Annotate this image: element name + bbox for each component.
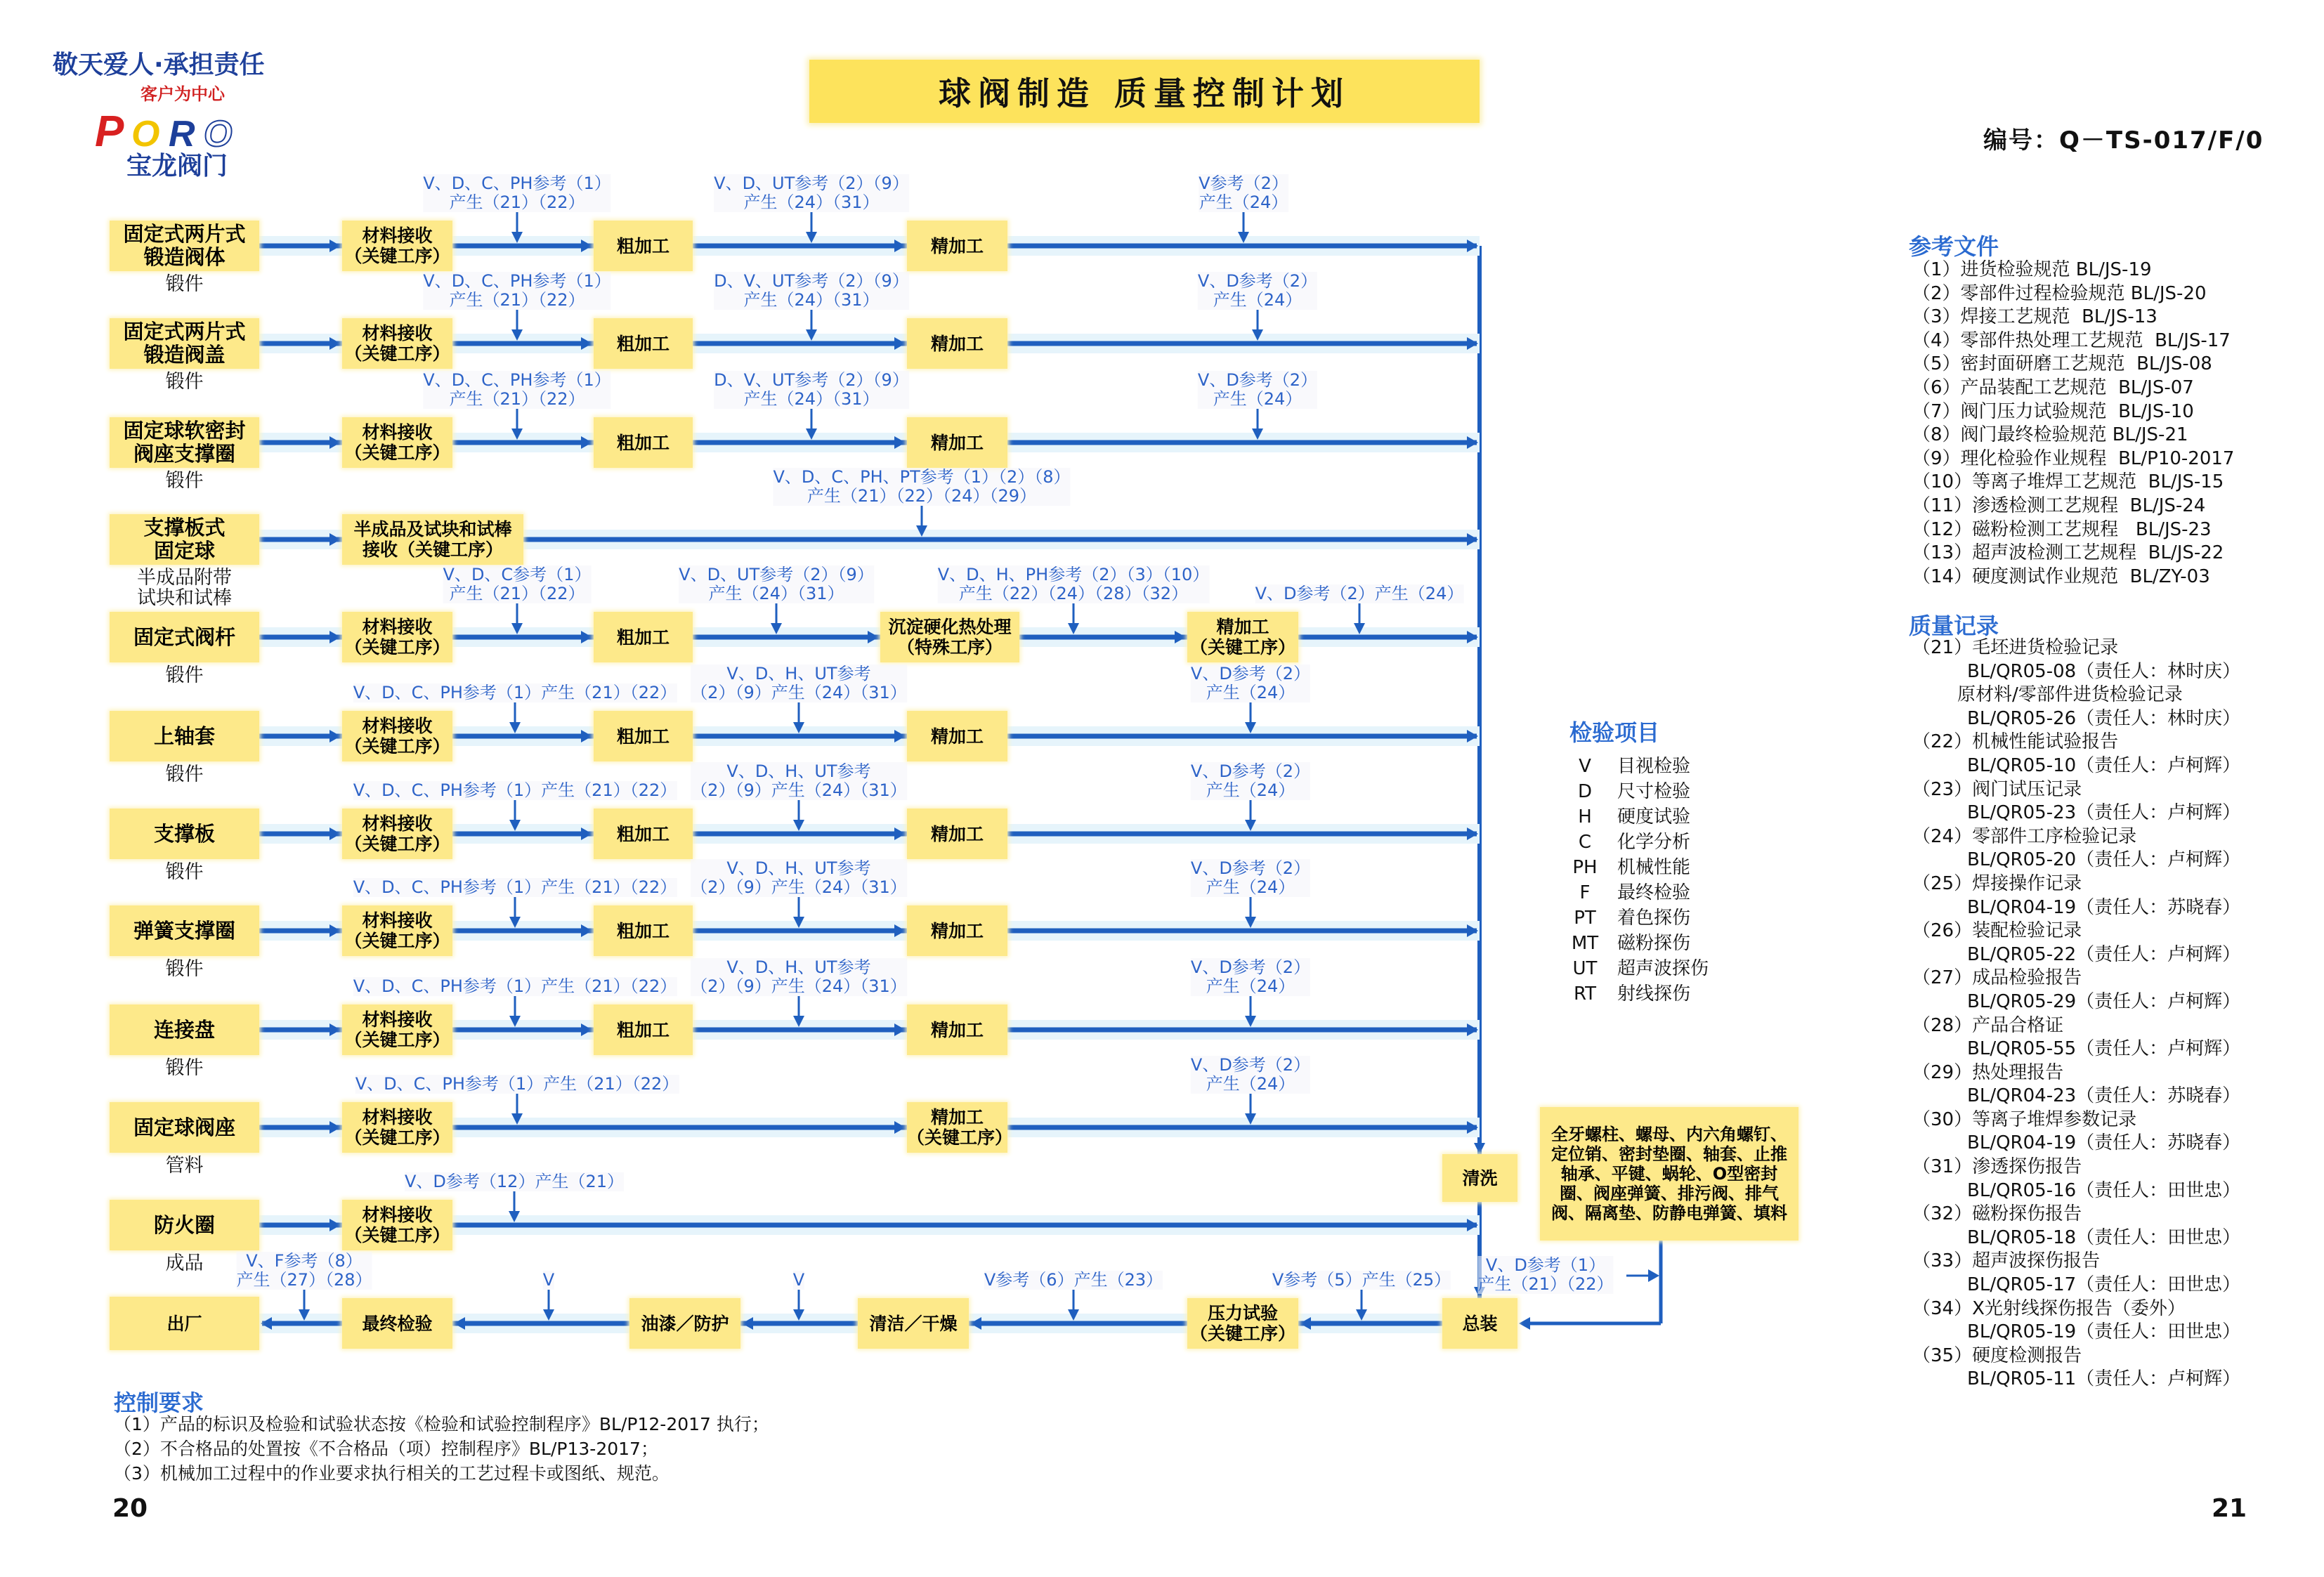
inspection-annotation: V、F参考（8） 产生（27）（28）	[236, 1251, 372, 1290]
product-box: 支撑板	[110, 809, 259, 859]
document-number: 编号：Q－TS-017/F/0	[1983, 126, 2264, 155]
product-box: 固定球软密封 阀座支撑圈	[110, 417, 259, 468]
product-box: 支撑板式 固定球	[110, 514, 259, 565]
process-step: 精加工	[907, 318, 1007, 369]
process-step: 粗加工	[594, 809, 693, 859]
process-step: 精加工	[907, 905, 1007, 956]
inspection-annotation: V、D、C、PH、PT参考（1）（2）（8） 产生（21）（22）（24）（29）	[773, 467, 1071, 506]
process-step: 材料接收 （关键工序）	[342, 905, 452, 956]
reference-item: （14）硬度测试作业规范 BL/ZY-03	[1912, 565, 2210, 587]
material-type: 锻件	[165, 371, 204, 393]
inspection-annotation: V、D、C、PH参考（1） 产生（21）（22）	[423, 370, 611, 409]
cleaning-step: 清洗	[1442, 1154, 1517, 1202]
logo-tagline: 客户为中心	[141, 84, 225, 104]
process-step: 精加工 （关键工序）	[907, 1102, 1007, 1153]
reference-item: （10）等离子堆焊工艺规范 BL/JS-15	[1912, 471, 2224, 493]
material-type: 锻件	[165, 764, 204, 785]
reference-item: （11）渗透检测工艺规程 BL/JS-24	[1912, 495, 2206, 516]
product-box: 连接盘	[110, 1005, 259, 1055]
process-step: 精加工	[907, 711, 1007, 761]
references-title: 参考文件	[1909, 233, 1999, 260]
record-detail: BL/QR04-23（责任人：苏晓春）	[1967, 1085, 2241, 1107]
control-requirement: （2）不合格品的处置按《不合格品（项）控制程序》BL/P13-2017；	[114, 1439, 658, 1459]
legend-item	[1562, 802, 1690, 828]
process-step: 精加工	[907, 809, 1007, 859]
inspection-annotation: V、D参考（2） 产生（24）	[1190, 957, 1311, 996]
legend-desc: 超声波探伤	[1617, 958, 1709, 979]
record-item: （28）产品合格证	[1912, 1014, 2064, 1036]
records-list	[1912, 636, 2240, 1392]
record-detail: BL/QR04-19（责任人：苏晓春）	[1967, 896, 2241, 918]
product-box: 固定式两片式 锻造阀盖	[110, 318, 259, 369]
inspection-annotation: V、D参考（2） 产生（24）	[1190, 664, 1311, 702]
record-detail: BL/QR05-55（责任人：卢柯辉）	[1967, 1038, 2241, 1060]
legend-desc: 着色探伤	[1617, 908, 1691, 929]
legend-desc: 射线探伤	[1617, 983, 1691, 1005]
record-item: （32）磁粉探伤报告	[1912, 1203, 2082, 1225]
legend-code: RT	[1573, 983, 1597, 1005]
reference-item: （8）阀门最终检验规范 BL/JS-21	[1912, 424, 2188, 446]
legend-item	[1562, 827, 1690, 853]
process-step: 材料接收 （关键工序）	[342, 221, 452, 271]
record-item: （34）X光射线探伤报告（委外）	[1912, 1297, 2186, 1319]
process-step: 精加工	[907, 1005, 1007, 1055]
record-item: （33）超声波探伤报告	[1912, 1250, 2101, 1272]
product-box: 防火圈	[110, 1200, 259, 1250]
record-item: （23）阀门试压记录	[1912, 778, 2082, 800]
reference-item: （7）阀门压力试验规范 BL/JS-10	[1912, 400, 2194, 422]
record-item: （24）零部件工序检验记录	[1912, 825, 2137, 847]
record-item: （29）热处理报告	[1912, 1061, 2064, 1083]
legend-desc: 化学分析	[1617, 832, 1691, 853]
process-step: 最终检验	[342, 1298, 452, 1349]
material-type: 半成品附带 试块和试棒	[137, 567, 232, 609]
inspection-annotation: V、D参考（2） 产生（24）	[1190, 761, 1311, 800]
product-box: 固定式两片式 锻造阀体	[110, 221, 259, 271]
legend-code: V	[1579, 756, 1591, 777]
legend-code: MT	[1571, 933, 1599, 954]
process-step: 材料接收 （关键工序）	[342, 809, 452, 859]
legend-item	[1562, 954, 1709, 980]
reference-item: （5）密封面研磨工艺规范 BL/JS-08	[1912, 353, 2212, 375]
material-type: 锻件	[165, 470, 204, 492]
reference-item: （2）零部件过程检验规范 BL/JS-20	[1912, 282, 2207, 304]
reference-item: （13）超声波检测工艺规程 BL/JS-22	[1912, 542, 2224, 564]
legend-item	[1562, 903, 1690, 929]
inspection-annotation: V、D参考（12）产生（21）	[405, 1172, 624, 1191]
control-list	[114, 1412, 769, 1486]
legend-code: UT	[1572, 958, 1598, 979]
record-item: （30）等离子堆焊参数记录	[1912, 1108, 2137, 1130]
arrowhead-icon	[1519, 1317, 1530, 1330]
record-item: （25）焊接操作记录	[1912, 872, 2082, 894]
page-title: 球阀制造 质量控制计划	[809, 60, 1480, 123]
process-step: 粗加工	[594, 612, 693, 662]
record-item: （27）成品检验报告	[1912, 967, 2082, 989]
record-detail: BL/QR05-16（责任人：田世忠）	[1967, 1179, 2241, 1201]
parts-annotation: V、D参考（1） 产生（21）（22）	[1477, 1255, 1614, 1294]
legend-item	[1562, 979, 1690, 1005]
process-step: 出厂	[110, 1297, 259, 1350]
inspection-annotation: V参考（5）产生（25）	[1272, 1270, 1451, 1290]
inspection-annotation: V、D参考（2） 产生（24）	[1197, 370, 1318, 409]
material-type: 锻件	[165, 273, 204, 295]
inspection-annotation: V、D、C、PH参考（1） 产生（21）（22）	[423, 271, 611, 310]
inspection-annotation: V、D、UT参考（2）（9） 产生（24）（31）	[679, 565, 874, 603]
inspection-annotation: V、D、C、PH参考（1） 产生（21）（22）	[423, 174, 611, 212]
process-step: 材料接收 （关键工序）	[342, 612, 452, 662]
record-detail: BL/QR05-23（责任人：卢柯辉）	[1967, 802, 2241, 824]
inspection-annotation: V、D、C、PH参考（1）产生（21）（22）	[353, 780, 677, 800]
reference-item: （1）进货检验规范 BL/JS-19	[1912, 259, 2152, 280]
record-detail: 原材料/零部件进货检验记录	[1957, 684, 2183, 706]
record-detail: BL/QR05-20（责任人：卢柯辉）	[1967, 849, 2241, 871]
inspection-annotation: V、D、C、PH参考（1）产生（21）（22）	[355, 1074, 679, 1094]
legend-item	[1562, 878, 1690, 904]
product-box: 上轴套	[110, 711, 259, 761]
process-step: 压力试验 （关键工序）	[1187, 1298, 1298, 1349]
record-detail: BL/QR05-22（责任人：卢柯辉）	[1967, 943, 2241, 965]
legend-title: 检验项目	[1569, 719, 1660, 746]
inspection-annotation: V	[792, 1270, 805, 1290]
inspection-annotation: V、D、C参考（1） 产生（21）（22）	[443, 565, 592, 603]
record-item: （35）硬度检测报告	[1912, 1344, 2082, 1366]
company-slogan: 敬天爱人·承担责任	[53, 51, 265, 79]
process-step: 油漆／防护	[629, 1298, 740, 1349]
purchased-parts-box: 全牙螺柱、螺母、内六角螺钉、定位销、密封垫圈、轴套、止推轴承、平键、蜗轮、O型密封圈、阀座弹簧、排污阀、排气阀、隔离垫、防静电弹簧、填料	[1540, 1107, 1799, 1241]
legend-desc: 硬度试验	[1617, 806, 1691, 827]
process-step: 清洁／干燥	[858, 1298, 969, 1349]
record-item: （26）装配检验记录	[1912, 920, 2082, 942]
legend-code: PH	[1572, 857, 1598, 878]
product-box: 固定球阀座	[110, 1102, 259, 1153]
material-type: 成品	[165, 1252, 204, 1274]
material-type: 管料	[165, 1155, 204, 1177]
inspection-annotation: D、V、UT参考（2）（9） 产生（24）（31）	[714, 271, 909, 310]
inspection-annotation: V参考（2） 产生（24）	[1199, 174, 1288, 212]
process-step: 材料接收 （关键工序）	[342, 1200, 452, 1250]
legend-code: D	[1577, 781, 1593, 802]
process-step: 材料接收 （关键工序）	[342, 417, 452, 468]
process-step: 粗加工	[594, 711, 693, 761]
legend-desc: 磁粉探伤	[1617, 933, 1691, 954]
record-detail: BL/QR05-26（责任人：林时庆）	[1967, 707, 2241, 729]
references-list	[1912, 259, 2234, 589]
legend-item	[1562, 777, 1690, 803]
inspection-annotation: V、D参考（2） 产生（24）	[1190, 858, 1311, 897]
record-detail: BL/QR05-11（责任人：卢柯辉）	[1967, 1368, 2241, 1390]
process-step: 精加工	[907, 221, 1007, 271]
record-detail: BL/QR05-19（责任人：田世忠）	[1967, 1321, 2241, 1343]
process-step: 精加工	[907, 417, 1007, 468]
legend-item	[1562, 853, 1690, 879]
reference-item: （6）产品装配工艺规范 BL/JS-07	[1912, 377, 2194, 398]
inspection-annotation: V、D、UT参考（2）（9） 产生（24）（31）	[714, 174, 909, 212]
control-requirement: （1）产品的标识及检验和试验状态按《检验和试验控制程序》BL/P12-2017 执行；	[114, 1414, 769, 1434]
records-title: 质量记录	[1909, 613, 1999, 639]
arrowhead-icon	[1648, 1269, 1659, 1282]
record-detail: BL/QR04-19（责任人：苏晓春）	[1967, 1132, 2241, 1154]
process-step: 材料接收 （关键工序）	[342, 318, 452, 369]
inspection-annotation: V参考（6）产生（23）	[984, 1270, 1163, 1290]
inspection-annotation: V、D参考（2）产生（24）	[1255, 584, 1464, 603]
svg-text:O: O	[204, 114, 233, 149]
inspection-annotation: V、D、H、UT参考 （2）（9）产生（24）（31）	[691, 858, 907, 897]
reference-item: （4）零部件热处理工艺规范 BL/JS-17	[1912, 329, 2231, 351]
inspection-annotation: V、D参考（2） 产生（24）	[1197, 271, 1318, 310]
inspection-annotation: V、D、C、PH参考（1）产生（21）（22）	[353, 976, 677, 996]
legend-desc: 尺寸检验	[1617, 781, 1691, 802]
inspection-annotation: V、D、C、PH参考（1）产生（21）（22）	[353, 877, 677, 897]
material-type: 锻件	[165, 958, 204, 980]
legend-item	[1562, 929, 1690, 955]
legend-desc: 机械性能	[1617, 857, 1691, 878]
reference-item: （9）理化检验作业规程 BL/P10-2017	[1912, 447, 2235, 469]
product-box: 固定式阀杆	[110, 612, 259, 662]
inspection-annotation: D、V、UT参考（2）（9） 产生（24）（31）	[714, 370, 909, 409]
process-step: 粗加工	[594, 417, 693, 468]
record-item: （31）渗透探伤报告	[1912, 1156, 2082, 1178]
reference-item: （3）焊接工艺规范 BL/JS-13	[1912, 306, 2157, 328]
process-step: 材料接收 （关键工序）	[342, 1005, 452, 1055]
page-number-right: 21	[2212, 1494, 2247, 1523]
record-detail: BL/QR05-17（责任人：田世忠）	[1967, 1274, 2241, 1296]
record-detail: BL/QR05-10（责任人：卢柯辉）	[1967, 754, 2241, 776]
inspection-annotation: V、D参考（2） 产生（24）	[1190, 1055, 1311, 1094]
inspection-annotation: V、D、H、UT参考 （2）（9）产生（24）（31）	[691, 761, 907, 800]
brand-name: 宝龙阀门	[126, 152, 228, 181]
process-step: 材料接收 （关键工序）	[342, 711, 452, 761]
reference-item: （12）磁粉检测工艺规程 BL/JS-23	[1912, 518, 2212, 540]
process-step: 粗加工	[594, 221, 693, 271]
svg-text:O: O	[131, 114, 160, 149]
inspection-annotation: V	[542, 1270, 555, 1290]
inspection-annotation: V、D、C、PH参考（1）产生（21）（22）	[353, 683, 677, 702]
legend-desc: 目视检验	[1617, 756, 1691, 777]
svg-text:R: R	[169, 114, 195, 149]
inspection-annotation: V、D、H、PH参考（2）（3）（10） 产生（22）（24）（28）（32）	[937, 565, 1210, 603]
legend-code: C	[1578, 832, 1592, 853]
process-step: 粗加工	[594, 1005, 693, 1055]
legend-item	[1562, 752, 1690, 778]
legend-code: F	[1579, 882, 1591, 903]
process-step: 总装	[1442, 1298, 1517, 1349]
legend-desc: 最终检验	[1617, 882, 1691, 903]
legend-code: PT	[1574, 908, 1596, 929]
record-detail: BL/QR05-29（责任人：卢柯辉）	[1967, 990, 2241, 1012]
inspection-annotation: V、D、H、UT参考 （2）（9）产生（24）（31）	[691, 664, 907, 702]
process-step: 沉淀硬化热处理 （特殊工序）	[880, 612, 1019, 662]
process-step: 粗加工	[594, 318, 693, 369]
material-type: 锻件	[165, 1057, 204, 1079]
material-type: 锻件	[165, 665, 204, 686]
product-box: 弹簧支撑圈	[110, 905, 259, 956]
legend-code: H	[1578, 806, 1592, 827]
arrowhead-icon	[1474, 1143, 1485, 1154]
inspection-annotation: V、D、H、UT参考 （2）（9）产生（24）（31）	[691, 957, 907, 996]
record-detail: BL/QR05-08（责任人：林时庆）	[1967, 660, 2241, 682]
process-step: 精加工 （关键工序）	[1187, 612, 1298, 662]
material-type: 锻件	[165, 861, 204, 883]
page-number-left: 20	[112, 1494, 148, 1523]
process-step: 半成品及试块和试棒 接收（关键工序）	[342, 514, 523, 565]
svg-text:P: P	[95, 107, 124, 149]
process-step: 材料接收 （关键工序）	[342, 1102, 452, 1153]
process-step: 粗加工	[594, 905, 693, 956]
record-detail: BL/QR05-18（责任人：田世忠）	[1967, 1226, 2241, 1248]
record-item: （22）机械性能试验报告	[1912, 731, 2119, 753]
control-requirement: （3）机械加工过程中的作业要求执行相关的工艺过程卡或图纸、规范。	[114, 1463, 670, 1484]
control-title: 控制要求	[114, 1389, 204, 1416]
record-item: （21）毛坯进货检验记录	[1912, 637, 2119, 658]
